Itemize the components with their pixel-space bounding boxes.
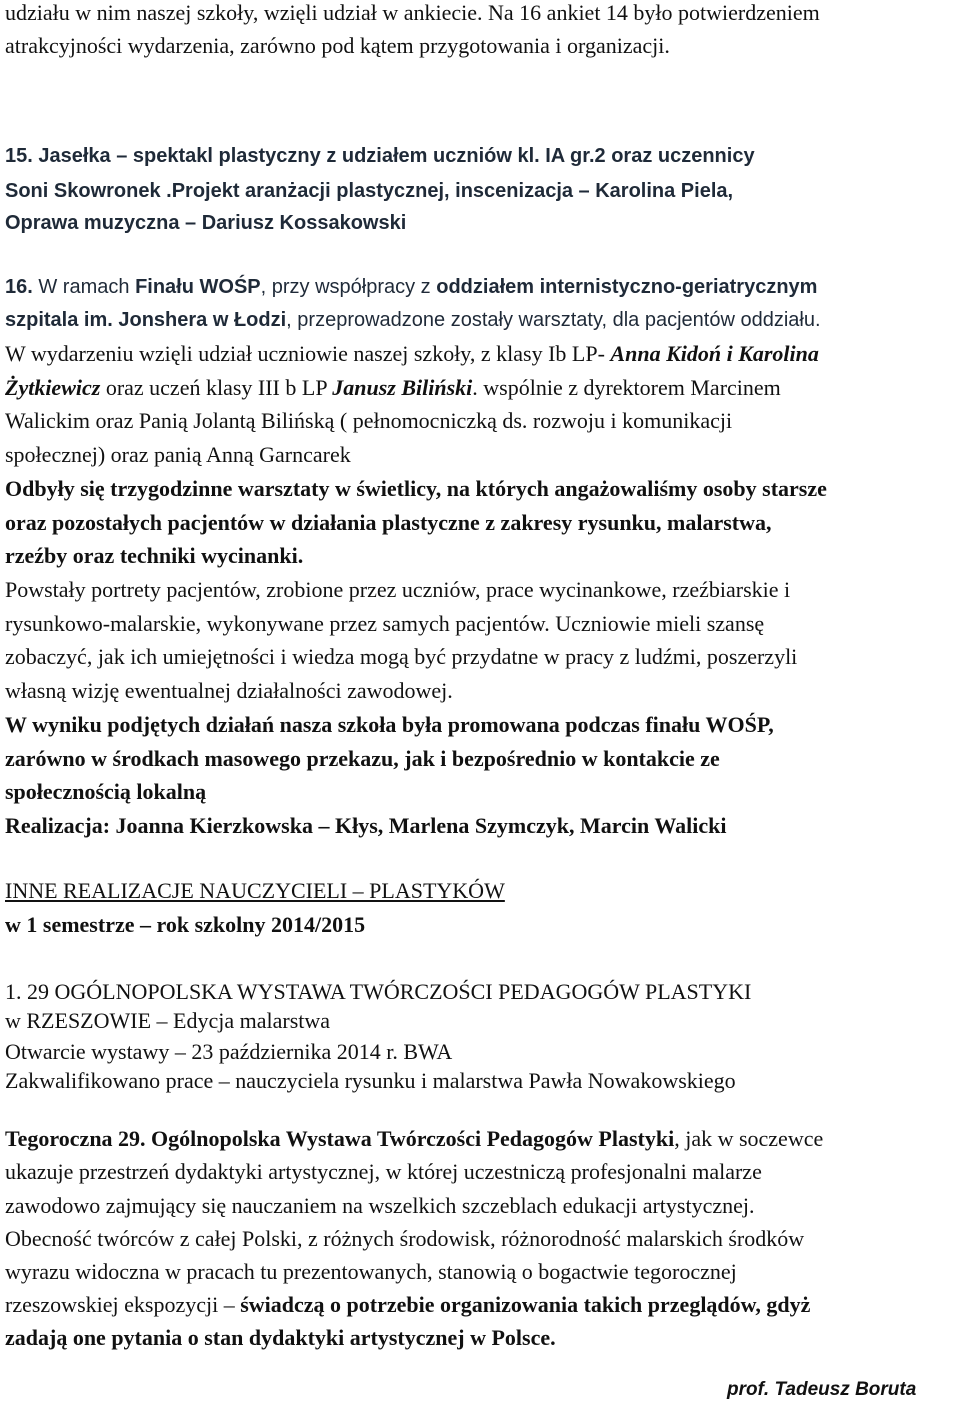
para-line-4: Obecność twórców z całej Polski, z różnych środowisk, różnorodność malarskich środków [5, 1226, 805, 1251]
para-line-5: wyrazu widoczna w pracach tu prezentowanych, stanowią o bogactwie tegorocznej [5, 1259, 737, 1284]
item16-l1-ward: oddziałem internistyczno-geriatrycznym [436, 276, 818, 298]
intro-line-2: atrakcyjności wydarzenia, zarówno pod kątem przygotowania i organizacji. [5, 33, 670, 58]
item16-line-1 [5, 274, 817, 300]
item16-l2-b: , przeprowadzone zostały warsztaty, dla pacjentów oddziału. [286, 309, 821, 331]
para-l1-exhibition: Tegoroczna 29. Ogólnopolska Wystawa Twórczości Pedagogów Plastyki [5, 1126, 675, 1151]
item16-line-5: Walickim oraz Panią Jolantą Bilińską ( pełnomocniczką ds. rozwoju i komunikacji [5, 408, 733, 433]
item16-l1-c: , przy współpracy z [260, 276, 437, 298]
item16-line-11: rysunkowo-malarskie, wykonywane przez samych pacjentów. Uczniowie mieli szansę [5, 611, 765, 636]
item16-line-12: zobaczyć, jak ich umiejętności i wiedza mogą być przydatne w pracy z ludźmi, poszerzyli [5, 644, 798, 669]
para-l6-b: świadczą o potrzebie organizowania takich przeglądów, gdyż [240, 1292, 811, 1317]
item16-l1-a: W ramach [32, 276, 136, 298]
item16-line-8: oraz pozostałych pacjentów w działania plastyczne z zakresy rysunku, malarstwa, [5, 510, 772, 535]
item16-line-14: W wyniku podjętych działań nasza szkoła była promowana podczas finału WOŚP, [5, 712, 774, 737]
item16-realization: Realizacja: Joanna Kierzkowska – Kłys, Marlena Szymczyk, Marcin Walicki [5, 813, 727, 838]
item16-line-6: społecznej) oraz panią Anną Garncarek [5, 442, 351, 467]
para-line-2: ukazuje przestrzeń dydaktyki artystycznej, w której uczestniczą profesjonalni malarze [5, 1159, 762, 1184]
item16-l1-wosp: Finału WOŚP [135, 276, 261, 298]
item16-l3-names: Anna Kidoń i Karolina [610, 341, 819, 366]
item16-line-2 [5, 307, 821, 333]
item15-line-2: Soni Skowronek .Projekt aranżacji plastycznej, inscenizacja – Karolina Piela, [5, 180, 734, 202]
item1-line-2: w RZESZOWIE – Edycja malarstwa [5, 1008, 331, 1033]
item16-number: 16. [5, 276, 33, 298]
para-l1-b: , jak w soczewce [674, 1126, 824, 1151]
item16-line-16: społecznością lokalną [5, 779, 207, 804]
para-l6-a: rzeszowskiej ekspozycji – [5, 1292, 241, 1317]
section-title: INNE REALIZACJE NAUCZYCIELI – PLASTYKÓW [5, 878, 505, 903]
item16-line-15: zarówno w środkach masowego przekazu, jak i bezpośrednio w kontakcie ze [5, 746, 720, 771]
item16-line-7: Odbyły się trzygodzinne warsztaty w świetlicy, na których angażowaliśmy osoby starsze [5, 476, 827, 501]
item1-title: 1. 29 OGÓLNOPOLSKA WYSTAWA TWÓRCZOŚCI PEDAGOGÓW PLASTYKI [5, 979, 752, 1004]
item16-line-10: Powstały portrety pacjentów, zrobione przez uczniów, prace wycinankowe, rzeźbiarskie i [5, 577, 791, 602]
item16-line-9: rzeźby oraz techniki wycinanki. [5, 543, 304, 568]
signature: prof. Tadeusz Boruta [727, 1379, 917, 1400]
item16-l4-name: Żytkiewicz [5, 375, 101, 400]
para-line-3: zawodowo zajmujący się nauczaniem na wszelkich szczeblach edukacji artystycznej. [5, 1193, 755, 1218]
intro-line-1: udziału w nim naszej szkoły, wzięli udział w ankiecie. Na 16 ankiet 14 było potwierdzeniem [5, 0, 820, 25]
item16-l4-d: . wspólnie z dyrektorem Marcinem [472, 375, 781, 400]
item16-l3-a: W wydarzeniu wzięli udział uczniowie naszej szkoły, z klasy Ib LP- [5, 341, 611, 366]
item16-l4-name2: Janusz Biliński [332, 375, 473, 400]
item16-line-4 [5, 375, 781, 401]
para-line-6 [5, 1292, 810, 1318]
item1-line-3: Otwarcie wystawy – 23 października 2014 r. BWA [5, 1039, 453, 1064]
item15-line-3: Oprawa muzyczna – Dariusz Kossakowski [5, 212, 407, 234]
item16-l4-b: oraz uczeń klasy III b LP [100, 375, 333, 400]
item16-l2-hospital: szpitala im. Jonshera w Łodzi [5, 309, 287, 331]
section-subtitle: w 1 semestrze – rok szkolny 2014/2015 [5, 912, 366, 937]
item15-line-1: 15. Jasełka – spektakl plastyczny z udziałem uczniów kl. IA gr.2 oraz uczennicy [5, 145, 755, 167]
para-line-7: zadają one pytania o stan dydaktyki artystycznej w Polsce. [5, 1325, 556, 1350]
para-line-1 [5, 1126, 823, 1152]
item16-line-3 [5, 341, 819, 367]
item16-line-13: własną wizję ewentualnej działalności zawodowej. [5, 678, 453, 703]
item1-line-4: Zakwalifikowano prace – nauczyciela rysunku i malarstwa Pawła Nowakowskiego [5, 1068, 736, 1093]
